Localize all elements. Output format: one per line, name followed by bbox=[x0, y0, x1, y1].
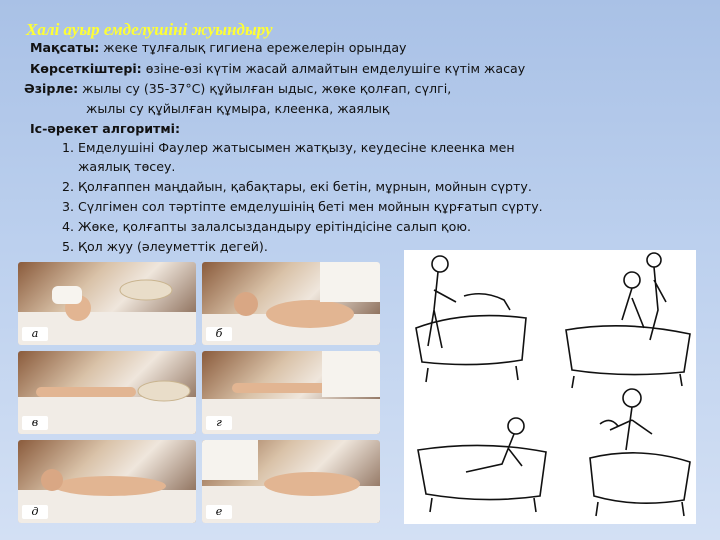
purpose-line bbox=[30, 40, 406, 55]
algorithm-label: Іс-әрекет алгоритмі: bbox=[30, 121, 180, 136]
algorithm-step: 2. Қолғаппен маңдайын, қабақтары, екі бетін, мұрнын, мойнын сүрту. bbox=[62, 179, 532, 194]
indication-text: өзіне-өзі күтім жасай алмайтын емделушіге күтім жасау bbox=[141, 61, 526, 76]
photo-label: е bbox=[206, 505, 232, 519]
photo-panel bbox=[18, 440, 196, 523]
prep-line bbox=[24, 81, 451, 96]
algorithm-step: 1. Емделушіні Фаулер жатысымен жатқызу, кеудесіне клеенка мен bbox=[62, 140, 515, 155]
algorithm-step: жаялық төсеу. bbox=[78, 159, 176, 174]
indication-label: Көрсеткіштері: bbox=[30, 61, 142, 76]
washing-photos bbox=[18, 262, 380, 524]
algorithm-step: 3. Сүлгімен сол тәртіпте емделушінің беті мен мойнын құрғатып сүрту. bbox=[62, 199, 543, 214]
photo-label: д bbox=[22, 505, 48, 519]
photo-label: б bbox=[206, 327, 232, 341]
prep-text-2: жылы су құйылған құмыра, клеенка, жаялық bbox=[86, 101, 390, 116]
photo-panel bbox=[202, 440, 380, 523]
purpose-text: жеке тұлғалық гигиена ережелерін орындау bbox=[99, 40, 407, 55]
algorithm-step: 5. Қол жуу (әлеуметтік дегей). bbox=[62, 239, 268, 254]
photo-label: а bbox=[22, 327, 48, 341]
photo-label: г bbox=[206, 416, 232, 430]
prep-label: Әзірле: bbox=[24, 81, 79, 96]
bathing-sketch bbox=[404, 250, 696, 524]
photo-panel bbox=[202, 262, 380, 345]
purpose-label: Мақсаты: bbox=[30, 40, 100, 55]
slide-title: Халі ауыр емделушіні жуындыру bbox=[26, 20, 273, 39]
indication-line bbox=[30, 61, 525, 76]
photo-panel bbox=[18, 351, 196, 434]
bathing-illustration bbox=[404, 250, 696, 524]
photo-panel bbox=[202, 351, 380, 434]
prep-text-1: жылы су (35-37°С) құйылған ыдыс, жөке қолғап, сүлгі, bbox=[78, 81, 452, 96]
photo-label: в bbox=[22, 416, 48, 430]
photo-panel bbox=[18, 262, 196, 345]
algorithm-step: 4. Жөке, қолғапты залалсыздандыру ерітіндісіне салып қою. bbox=[62, 219, 471, 234]
